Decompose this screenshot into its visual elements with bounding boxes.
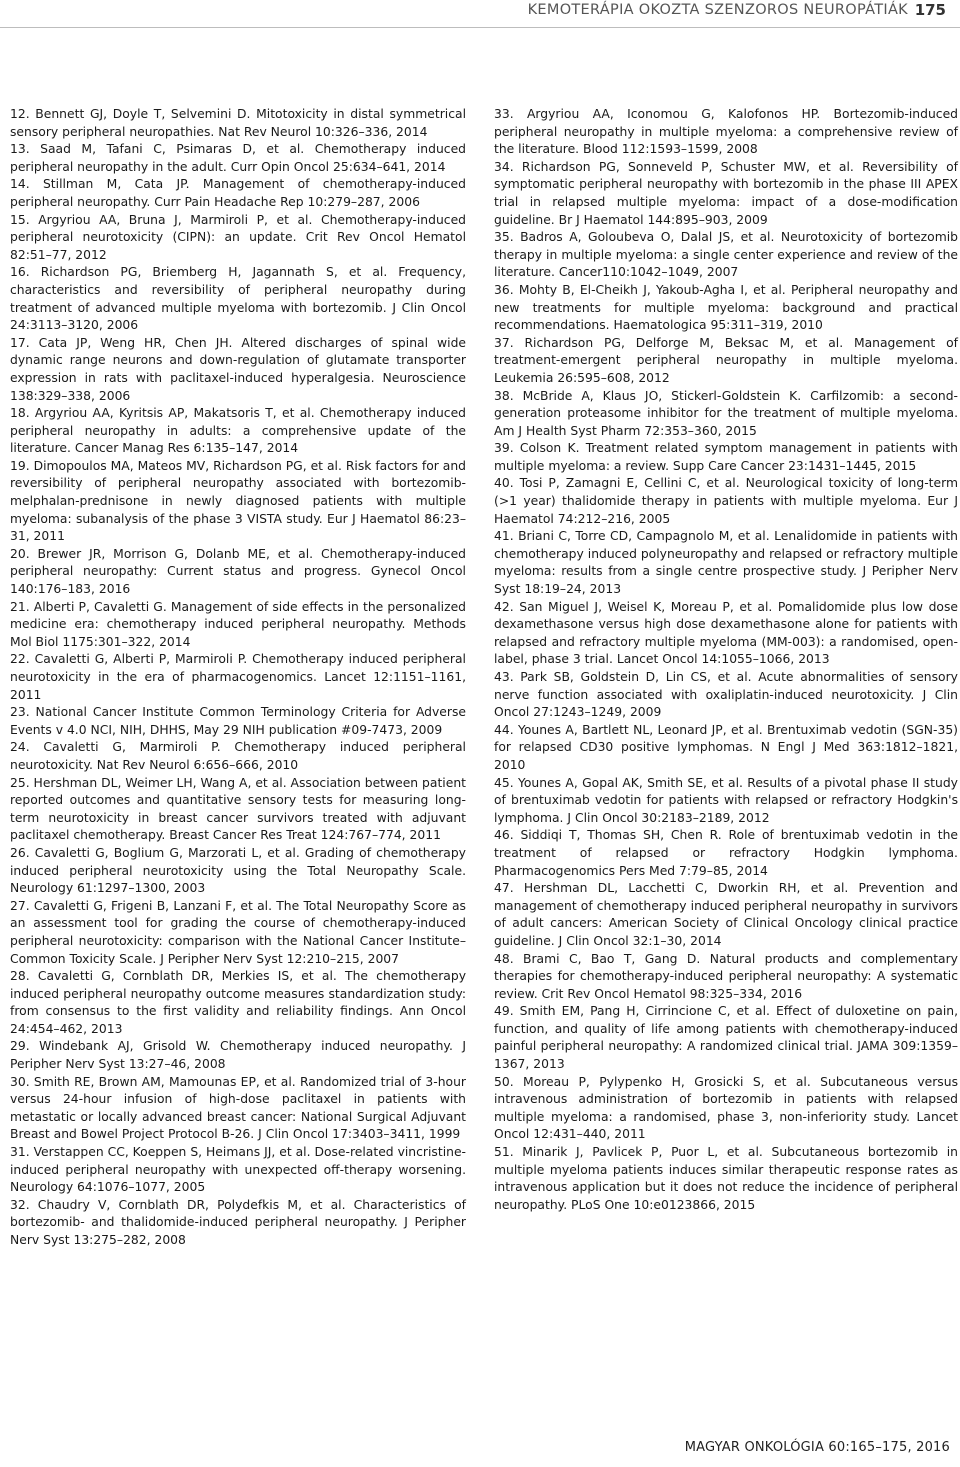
- reference-item: 51. Minarik J, Pavlicek P, Puor L, et al. Subcutaneous bortezomib in multiple myeloma patients induces similar therapeutic response rates as intravenous application but it does not reduce the incidence of peripheral neuropathy. PLoS One 10:e0123866, 2015: [494, 1145, 958, 1212]
- reference-item: 31. Verstappen CC, Koeppen S, Heimans JJ, et al. Dose-related vincristine-induced peripheral neuropathy with unexpected off-therapy worsening. Neurology 64:1076–1077, 2005: [10, 1145, 466, 1195]
- page-number: 175: [914, 1, 946, 19]
- reference-item: 46. Siddiqi T, Thomas SH, Chen R. Role of brentuximab vedotin in the treatment of relapsed or refractory Hodgkin lymphoma. Pharmacogenomics Pers Med 7:79–85, 2014: [494, 828, 958, 878]
- reference-item: 35. Badros A, Goloubeva O, Dalal JS, et al. Neurotoxicity of bortezomib therapy in multiple myeloma: a single center experience and review of the literature. Cancer110:1042–1049, 2007: [494, 230, 958, 280]
- reference-list-right-column: [494, 106, 958, 1214]
- reference-item: 42. San Miguel J, Weisel K, Moreau P, et al. Pomalidomide plus low dose dexamethasone versus high dose dexamethasone alone for patients with relapsed and refractory multiple myeloma (MM-003): a randomised, open-label, phase 3 trial. Lancet Oncol 14:1055–1066, 2013: [494, 599, 958, 667]
- reference-item: 24. Cavaletti G, Marmiroli P. Chemotherapy induced peripheral neurotoxicity. Nat Rev Neurol 6:656–666, 2010: [10, 740, 466, 772]
- reference-item: 17. Cata JP, Weng HR, Chen JH. Altered discharges of spinal wide dynamic range neurons and down-regulation of glutamate transporter expression in rats with paclitaxel-induced hyperalgesia. Neuroscience 138:329–338, 2006: [10, 335, 466, 403]
- reference-item: 22. Cavaletti G, Alberti P, Marmiroli P. Chemotherapy induced peripheral neurotoxicity in the era of pharmacogenomics. Lancet 12:1151–1161, 2011: [10, 652, 466, 702]
- reference-item: 23. National Cancer Institute Common Terminology Criteria for Adverse Events v 4.0 NCI, NIH, DHHS, May 29 NIH publication #09-7473, 2009: [10, 705, 466, 737]
- reference-item: 19. Dimopoulos MA, Mateos MV, Richardson PG, et al. Risk factors for and reversibility of peripheral neuropathy associated with bortezomib-melphalan-prednisone in newly diagnosed patients with multiple myeloma: subanalysis of the phase 3 VISTA study. Eur J Haematol 86:23–31, 2011: [10, 458, 466, 544]
- reference-item: 15. Argyriou AA, Bruna J, Marmiroli P, et al. Chemotherapy-induced peripheral neurotoxicity (CIPN): an update. Crit Rev Oncol Hematol 82:51–77, 2012: [10, 212, 466, 262]
- reference-item: 20. Brewer JR, Morrison G, Dolanb ME, et al. Chemotherapy-induced peripheral neuropathy: Current status and progress. Gynecol Oncol 140:176–183, 2016: [10, 546, 466, 597]
- reference-item: 37. Richardson PG, Delforge M, Beksac M, et al. Management of treatment-emergent peripheral neuropathy in multiple myeloma. Leukemia 26:595–608, 2012: [494, 335, 958, 385]
- reference-item: 43. Park SB, Goldstein D, Lin CS, et al. Acute abnormalities of sensory nerve function associated with oxaliplatin-induced neurotoxicity. J Clin Oncol 27:1243–1249, 2009: [494, 670, 958, 720]
- header-rule: [0, 27, 960, 28]
- reference-item: 33. Argyriou AA, Iconomou G, Kalofonos HP. Bortezomib-induced peripheral neuropathy in multiple myeloma: a comprehensive review of the literature. Blood 112:1593–1599, 2008: [494, 107, 958, 157]
- reference-item: 21. Alberti P, Cavaletti G. Management of side effects in the personalized medicine era: chemotherapy induced peripheral neuropathy. Methods Mol Biol 1175:301–322, 2014: [10, 599, 466, 649]
- reference-item: 12. Bennett GJ, Doyle T, Selvemini D. Mitotoxicity in distal symmetrical sensory peripheral neuropathies. Nat Rev Neurol 10:326–336, 2014: [10, 107, 466, 139]
- reference-item: 38. McBride A, Klaus JO, Stickerl-Goldstein K. Carfilzomib: a second-generation proteasome inhibitor for the treatment of multiple myeloma. Am J Health Syst Pharm 72:353–360, 2015: [494, 388, 958, 438]
- reference-item: 18. Argyriou AA, Kyritsis AP, Makatsoris T, et al. Chemotherapy induced peripheral neuropathy in adults: a comprehensive update of the literature. Cancer Manag Res 6:135–147, 2014: [10, 406, 466, 456]
- reference-item: 36. Mohty B, El-Cheikh J, Yakoub-Agha I, et al. Peripheral neuropathy and new treatments for multiple myeloma: background and practical recommendations. Haematologica 95:311–319, 2010: [494, 282, 958, 333]
- reference-item: 28. Cavaletti G, Cornblath DR, Merkies IS, et al. The chemotherapy induced peripheral neuropathy outcome measures standardization study: from consensus to the first validity and reliability findings. Ann Oncol 24:454–462, 2013: [10, 969, 466, 1036]
- reference-item: 48. Brami C, Bao T, Gang D. Natural products and complementary therapies for chemotherapy-induced peripheral neuropathy: A systematic review. Crit Rev Oncol Hematol 98:325–334, 2016: [494, 951, 958, 1001]
- reference-item: 13. Saad M, Tafani C, Psimaras D, et al. Chemotherapy induced peripheral neuropathy in the adult. Curr Opin Oncol 25:634–641, 2014: [10, 142, 466, 174]
- reference-item: 49. Smith EM, Pang H, Cirrincione C, et al. Effect of duloxetine on pain, function, and quality of life among patients with chemotherapy-induced painful peripheral neuropathy: A randomized clinical trial. JAMA 309:1359–1367, 2013: [494, 1004, 958, 1072]
- reference-item: 14. Stillman M, Cata JP. Management of chemotherapy-induced peripheral neuropathy. Curr Pain Headache Rep 10:279–287, 2006: [10, 177, 466, 209]
- reference-item: 40. Tosi P, Zamagni E, Cellini C, et al. Neurological toxicity of long-term (>1 year) thalidomide therapy in patients with multiple myeloma. Eur J Haematol 74:212–216, 2005: [494, 476, 958, 526]
- reference-item: 41. Briani C, Torre CD, Campagnolo M, et al. Lenalidomide in patients with chemotherapy induced polyneuropathy and relapsed or refractory multiple myeloma: results from a single centre prospective study. J Peripher Nerv Syst 18:19–24, 2013: [494, 529, 958, 597]
- reference-item: 47. Hershman DL, Lacchetti C, Dworkin RH, et al. Prevention and management of chemotherapy induced peripheral neuropathy in survivors of adult cancers: American Society of Clinical Oncology clinical practice guideline. J Clin Oncol 32:1–30, 2014: [494, 881, 958, 948]
- running-header: [0, 0, 960, 22]
- reference-item: 44. Younes A, Bartlett NL, Leonard JP, et al. Brentuximab vedotin (SGN-35) for relapsed CD30 positive lymphomas. N Engl J Med 363:1812–1821, 2010: [494, 722, 958, 772]
- reference-item: 50. Moreau P, Pylypenko H, Grosicki S, et al. Subcutaneous versus intravenous administration of bortezomib in patients with relapsed multiple myeloma: a randomised, phase 3, non-inferiority study. Lancet Oncol 12:431–440, 2011: [494, 1074, 958, 1142]
- reference-item: 32. Chaudry V, Cornblath DR, Polydefkis M, et al. Characteristics of bortezomib- and thalidomide-induced peripheral neuropathy. J Peripher Nerv Syst 13:275–282, 2008: [10, 1197, 466, 1247]
- reference-item: 30. Smith RE, Brown AM, Mamounas EP, et al. Randomized trial of 3-hour versus 24-hour infusion of high-dose paclitaxel in patients with metastatic or locally advanced breast cancer: National Surgical Adjuvant Breast and Bowel Project Protocol B-26. J Clin Oncol 17:3403–3411, 1999: [10, 1074, 466, 1142]
- reference-list-left-column: [10, 106, 466, 1250]
- reference-item: 27. Cavaletti G, Frigeni B, Lanzani F, et al. The Total Neuropathy Score as an assessment tool for grading the course of chemotherapy-induced peripheral neurotoxicity: comparison with the National Cancer Institute–Common Toxicity Scale. J Peripher Nerv Syst 12:210–215, 2007: [10, 898, 466, 966]
- reference-item: 45. Younes A, Gopal AK, Smith SE, et al. Results of a pivotal phase II study of brentuximab vedotin for patients with relapsed or refractory Hodgkin's lymphoma. J Clin Oncol 30:2183–2189, 2012: [494, 775, 958, 825]
- reference-item: 25. Hershman DL, Weimer LH, Wang A, et al. Association between patient reported outcomes and quantitative sensory tests for measuring long-term neurotoxicity in breast cancer survivors treated with adjuvant paclitaxel chemotherapy. Breast Cancer Res Treat 124:767–774, 2011: [10, 775, 466, 843]
- journal-footer: MAGYAR ONKOLÓGIA 60:165–175, 2016: [684, 1440, 950, 1455]
- reference-item: 34. Richardson PG, Sonneveld P, Schuster MW, et al. Reversibility of symptomatic peripheral neuropathy with bortezomib in the phase III APEX trial in relapsed multiple myeloma: impact of a dose-modification guideline. Br J Haematol 144:895–903, 2009: [494, 159, 958, 227]
- reference-item: 26. Cavaletti G, Boglium G, Marzorati L, et al. Grading of chemotherapy induced peripheral neurotoxicity using the Total Neuropathy Scale. Neurology 61:1297–1300, 2003: [10, 845, 466, 896]
- reference-item: 29. Windebank AJ, Grisold W. Chemotherapy induced neuropathy. J Peripher Nerv Syst 13:27–46, 2008: [10, 1039, 466, 1072]
- reference-item: 39. Colson K. Treatment related symptom management in patients with multiple myeloma: a review. Supp Care Cancer 23:1431–1445, 2015: [494, 441, 958, 473]
- running-title: KEMOTERÁPIA OKOZTA SZENZOROS NEUROPÁTIÁK: [527, 2, 908, 18]
- reference-item: 16. Richardson PG, Briemberg H, Jagannath S, et al. Frequency, characteristics and reversibility of peripheral neuropathy during treatment of advanced multiple myeloma with bortezomib. J Clin Oncol 24:3113–3120, 2006: [10, 265, 466, 333]
